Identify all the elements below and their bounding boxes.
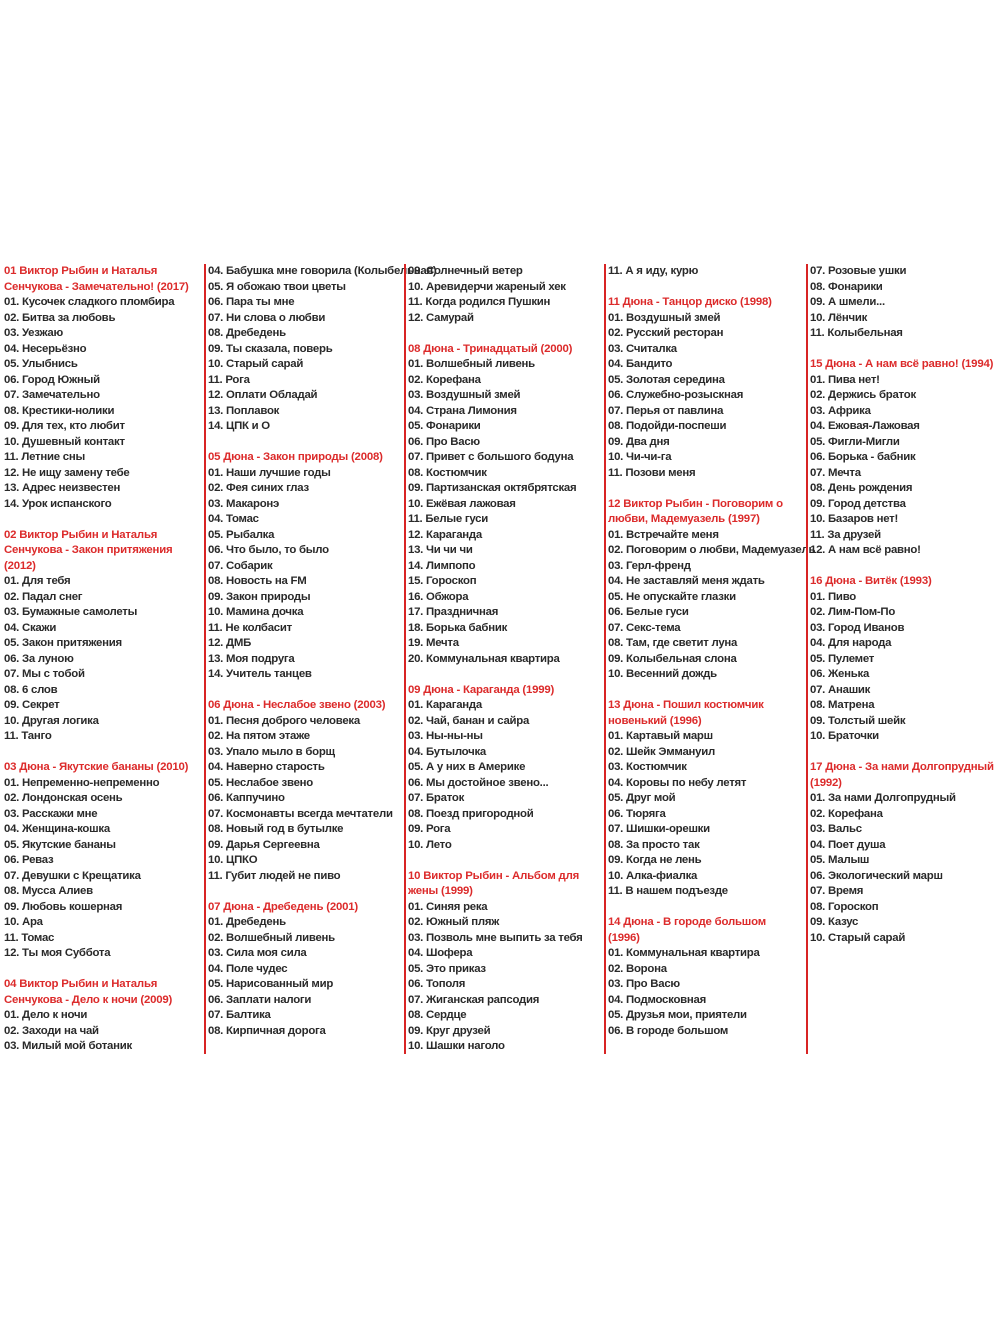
track-item: 01. Дребедень — [208, 916, 286, 928]
track-item: 01. Волшебный ливень — [408, 358, 535, 370]
track-item: 02. Держись браток — [810, 389, 916, 401]
track-item: 11. Рога — [208, 373, 250, 386]
track-item: 03. Расскажи мне — [4, 807, 98, 820]
track-item: 10. ЦПКО — [208, 854, 258, 866]
track-item: 10. Базаров нет! — [810, 513, 899, 525]
album-title: 13 Дюна - Пошил костюмчик новенький (1996) — [608, 699, 764, 727]
track-list — [4, 776, 196, 962]
track-item: 03. Воздушный змей — [408, 389, 521, 401]
track-item: 09. Казус — [810, 916, 859, 928]
album-title: 14 Дюна - В городе большом (1996) — [608, 916, 766, 944]
track-item: 09. Секрет — [4, 699, 60, 711]
album-block — [608, 698, 800, 900]
track-item: 05. А у них в Америке — [408, 761, 526, 773]
album-title: 06 Дюна - Неслабое звено (2003) — [208, 699, 386, 711]
track-item: 10. Старый сарай — [810, 931, 906, 944]
track-item: 07. Шишки-орешки — [608, 823, 710, 835]
track-item: 05. Якутские бананы — [4, 838, 116, 851]
track-item: 04. Бабушка мне говорила (Колыбельная) — [208, 265, 437, 277]
track-list — [4, 574, 196, 745]
track-item: 04. Бандито — [608, 358, 673, 370]
track-item: 08. За просто так — [608, 838, 700, 851]
track-item: 02. Поговорим о любви, Мадемуазель — [608, 544, 816, 556]
track-list — [408, 698, 600, 853]
album-block — [408, 683, 600, 854]
track-item: 03. Позволь мне выпить за тебя — [408, 931, 583, 944]
track-item: 01. Встречайте меня — [608, 528, 719, 541]
track-item: 06. Экологический марш — [810, 869, 943, 882]
track-item: 11. Позови меня — [608, 466, 696, 479]
track-item: 06. Женька — [810, 668, 870, 680]
track-item: 09. Солнечный ветер — [408, 265, 523, 277]
track-list — [608, 946, 800, 1039]
track-item: 03. Считалка — [608, 342, 677, 355]
track-item: 02. Корефана — [408, 373, 481, 386]
track-item: 07. Мечта — [810, 466, 861, 479]
track-item: 13. Чи чи чи — [408, 544, 473, 556]
track-item: 04. Подмосковная — [608, 993, 707, 1006]
track-item: 03. Упало мыло в борщ — [208, 745, 335, 758]
track-item: 05. Закон притяжения — [4, 637, 122, 649]
track-item: 08. Поезд пригородной — [408, 807, 534, 820]
track-item: 09. Колыбельная слона — [608, 652, 737, 665]
album-title: 10 Виктор Рыбин - Альбом для жены (1999) — [408, 869, 580, 897]
track-item: 08. Фонарики — [810, 280, 883, 293]
track-item: 02. Шейк Эммануил — [608, 745, 715, 758]
track-item: 11. Томас — [4, 931, 55, 944]
track-list — [408, 357, 600, 667]
track-item: 03. Сила моя сила — [208, 947, 307, 959]
track-item: 02. На пятом этаже — [208, 730, 310, 742]
track-item: 05. Друзья мои, приятели — [608, 1009, 747, 1021]
track-item: 09. Толстый шейк — [810, 714, 906, 727]
track-item: 04. Скажи — [4, 621, 57, 634]
album-block — [608, 295, 800, 481]
track-item: 02. Падал снег — [4, 590, 83, 603]
track-item: 07. Анашик — [810, 683, 871, 696]
track-item: 11. Белые гуси — [408, 513, 488, 525]
track-list — [208, 915, 400, 1039]
track-list — [608, 528, 816, 683]
album-block — [408, 342, 600, 668]
track-item: 12. Не ищу замену тебе — [4, 466, 130, 479]
track-item: 09. Рога — [408, 823, 451, 835]
track-list — [4, 295, 196, 512]
track-item: 12. Оплати Обладай — [208, 389, 318, 401]
album-title: 16 Дюна - Витёк (1993) — [810, 575, 932, 587]
album-block — [4, 977, 196, 1055]
track-item: 08. Мусса Алиев — [4, 885, 93, 897]
tracklist-column-5 — [806, 264, 1000, 1054]
track-item: 09. А шмели... — [810, 296, 885, 308]
track-item: 04. Несерьёзно — [4, 342, 87, 355]
track-item: 15. Гороскоп — [408, 575, 477, 587]
album-block — [608, 915, 800, 1039]
track-list — [208, 714, 400, 885]
track-item: 06. Заплати налоги — [208, 993, 312, 1006]
album-title: 08 Дюна - Тринадцатый (2000) — [408, 342, 573, 355]
album-block — [810, 264, 1000, 342]
track-item: 05. Фигли-Мигли — [810, 435, 900, 448]
album-block — [408, 869, 600, 1055]
track-list — [408, 264, 600, 326]
track-item: 13. Адрес неизвестен — [4, 482, 121, 494]
track-item: 05. Малыш — [810, 854, 870, 866]
track-item: 03. Костюмчик — [608, 761, 687, 773]
album-block — [4, 528, 196, 745]
track-item: 07. Привет с большого бодуна — [408, 451, 574, 463]
album-block — [208, 900, 400, 1040]
album-block — [4, 760, 196, 962]
track-item: 07. Секс-тема — [608, 621, 681, 634]
track-item: 08. День рождения — [810, 482, 913, 494]
track-list — [408, 900, 600, 1055]
track-item: 09. Круг друзей — [408, 1024, 491, 1037]
album-block — [810, 574, 1000, 745]
track-list — [608, 264, 800, 280]
track-item: 02. Лондонская осень — [4, 792, 123, 804]
track-item: 08. Новый год в бутылке — [208, 823, 344, 835]
track-item: 11. Когда родился Пушкин — [408, 296, 551, 308]
album-title: 15 Дюна - А нам всё равно! (1994) — [810, 358, 994, 370]
track-item: 01. Синяя река — [408, 900, 488, 913]
track-item: 03. Макаронэ — [208, 497, 280, 510]
track-list — [810, 590, 1000, 745]
track-item: 02. Битва за любовь — [4, 311, 116, 324]
track-item: 17. Праздничная — [408, 606, 499, 618]
track-item: 10. Другая логика — [4, 714, 99, 727]
album-title: 12 Виктор Рыбин - Поговорим о любви, Мадемуазель (1997) — [608, 497, 783, 525]
track-item: 08. Кирпичная дорога — [208, 1024, 326, 1037]
track-item: 09. Когда не лень — [608, 854, 702, 866]
track-item: 09. Дарья Сергеевна — [208, 838, 320, 851]
track-item: 10. Старый сарай — [208, 358, 304, 370]
track-item: 07. Мы с тобой — [4, 668, 85, 680]
track-item: 06. Борька - бабник — [810, 451, 916, 463]
track-item: 08. Дребедень — [208, 327, 286, 339]
track-item: 12. Караганда — [408, 528, 482, 541]
album-title: 04 Виктор Рыбин и Наталья Сенчукова - Дело к ночи (2009) — [4, 978, 173, 1006]
track-item: 07. Жиганская рапсодия — [408, 993, 540, 1006]
track-item: 14. ЦПК и О — [208, 420, 270, 432]
track-list — [208, 466, 400, 683]
album-block — [4, 264, 196, 512]
track-item: 08. Крестики-нолики — [4, 404, 115, 417]
track-item: 12. ДМБ — [208, 637, 252, 649]
track-list — [608, 729, 800, 900]
track-item: 05. Рыбалка — [208, 528, 275, 541]
track-list — [810, 791, 1000, 946]
track-item: 03. Ны-ны-ны — [408, 730, 483, 742]
track-item: 10. Чи-чи-га — [608, 451, 672, 463]
track-item: 10. Браточки — [810, 730, 879, 742]
track-item: 20. Коммунальная квартира — [408, 652, 560, 665]
tracklist-column-4 — [604, 264, 816, 1054]
track-item: 06. Пара ты мне — [208, 296, 295, 308]
track-item: 01. Воздушный змей — [608, 311, 721, 324]
track-item: 06. За луною — [4, 652, 74, 665]
track-item: 13. Поплавок — [208, 404, 280, 417]
album-title: 05 Дюна - Закон природы (2008) — [208, 451, 383, 463]
track-item: 11. Колыбельная — [810, 327, 903, 339]
track-item: 01. Пива нет! — [810, 373, 880, 386]
track-item: 09. Партизанская октябрятская — [408, 482, 577, 494]
tracklist-column-1 — [4, 264, 196, 1070]
track-item: 07. Космонавты всегда мечтатели — [208, 807, 393, 820]
album-block — [208, 698, 400, 884]
track-item: 10. Мамина дочка — [208, 606, 304, 618]
track-item: 02. Лим-Пом-По — [810, 606, 896, 618]
track-item: 13. Моя подруга — [208, 652, 295, 665]
track-list — [810, 373, 1000, 559]
track-item: 10. Аревидерчи жареный хек — [408, 280, 566, 293]
track-item: 01. Кусочек сладкого пломбира — [4, 296, 175, 308]
track-item: 03. Про Васю — [608, 978, 680, 990]
track-item: 04. Не заставляй меня ждать — [608, 575, 765, 587]
album-title: 02 Виктор Рыбин и Наталья Сенчукова - Закон притяжения (2012) — [4, 528, 173, 572]
track-item: 04. Поле чудес — [208, 962, 288, 975]
album-block — [810, 760, 1000, 946]
track-item: 04. Шофера — [408, 947, 473, 959]
track-item: 04. Коровы по небу летят — [608, 776, 747, 789]
track-item: 10. Ара — [4, 916, 43, 928]
track-item: 01. Непременно-непременно — [4, 776, 160, 789]
track-item: 05. Нарисованный мир — [208, 978, 334, 990]
track-item: 11. За друзей — [810, 528, 881, 541]
track-item: 06. Мы достойное звено... — [408, 776, 549, 789]
track-item: 07. Браток — [408, 792, 465, 804]
track-item: 14. Урок испанского — [4, 497, 112, 510]
track-item: 05. Не опускайте глазки — [608, 590, 736, 603]
track-item: 10. Лето — [408, 838, 452, 851]
track-item: 01. Караганда — [408, 699, 482, 711]
album-block — [408, 264, 600, 326]
track-item: 03. Бумажные самолеты — [4, 606, 138, 618]
track-item: 06. Город Южный — [4, 373, 100, 386]
track-item: 06. Тополя — [408, 978, 466, 990]
album-title: 01 Виктор Рыбин и Наталья Сенчукова - Замечательно! (2017) — [4, 265, 189, 293]
track-item: 11. Летние сны — [4, 451, 85, 463]
track-item: 07. Перья от павлина — [608, 404, 724, 417]
track-item: 10. Алка-фиалка — [608, 869, 698, 882]
track-item: 01. Для тебя — [4, 575, 71, 587]
track-item: 02. Русский ресторан — [608, 327, 724, 339]
track-item: 05. Друг мой — [608, 792, 676, 804]
track-item: 18. Борька бабник — [408, 621, 508, 634]
track-item: 08. Костюмчик — [408, 466, 487, 479]
album-block — [608, 264, 800, 280]
track-item: 07. Ни слова о любви — [208, 311, 326, 324]
track-item: 10. Шашки наголо — [408, 1040, 505, 1052]
track-item: 04. Бутылочка — [408, 745, 486, 758]
track-item: 12. А нам всё равно! — [810, 544, 921, 556]
track-item: 03. Город Иванов — [810, 621, 905, 634]
track-item: 06. Служебно-розыскная — [608, 389, 744, 401]
track-list — [810, 264, 1000, 342]
track-item: 06. В городе большом — [608, 1024, 729, 1037]
track-item: 08. Там, где светит луна — [608, 637, 738, 649]
track-item: 01. За нами Долгопрудный — [810, 792, 956, 804]
track-item: 11. А я иду, курю — [608, 265, 699, 277]
track-item: 14. Лимпопо — [408, 559, 476, 572]
track-item: 19. Мечта — [408, 637, 459, 649]
track-item: 14. Учитель танцев — [208, 668, 312, 680]
track-item: 02. Южный пляж — [408, 916, 500, 928]
track-item: 02. Корефана — [810, 807, 883, 820]
track-item: 04. Женщина-кошка — [4, 823, 110, 835]
track-item: 02. Волшебный ливень — [208, 931, 335, 944]
track-item: 09. Город детства — [810, 497, 906, 510]
album-title: 11 Дюна - Танцор диско (1998) — [608, 296, 772, 308]
album-title: 17 Дюна - За нами Долгопрудный (1992) — [810, 761, 994, 789]
track-item: 04. Томас — [208, 513, 259, 525]
track-item: 01. Коммунальная квартира — [608, 947, 760, 959]
track-item: 08. Подойди-поспеши — [608, 420, 727, 432]
album-title: 07 Дюна - Дребедень (2001) — [208, 900, 358, 913]
tracklist-column-3 — [404, 264, 600, 1054]
track-item: 01. Наши лучшие годы — [208, 466, 331, 479]
track-item: 03. Африка — [810, 404, 871, 417]
track-list — [608, 311, 800, 482]
track-item: 02. Чай, банан и сайра — [408, 714, 530, 727]
track-item: 09. Ты сказала, поверь — [208, 342, 333, 355]
track-item: 11. Губит людей не пиво — [208, 869, 341, 882]
album-block — [208, 264, 437, 435]
track-item: 10. Ежёвая лажовая — [408, 497, 516, 510]
track-item: 12. Ты моя Суббота — [4, 947, 111, 959]
track-item: 04. Для народа — [810, 637, 892, 649]
track-item: 05. Золотая середина — [608, 373, 725, 386]
track-item: 08. Новость на FM — [208, 575, 307, 587]
track-item: 03. Герл-френд — [608, 559, 691, 572]
track-item: 07. Розовые ушки — [810, 265, 907, 277]
album-title: 09 Дюна - Караганда (1999) — [408, 683, 555, 696]
album-block — [608, 497, 816, 683]
album-title: 03 Дюна - Якутские бананы (2010) — [4, 761, 189, 773]
track-item: 09. Для тех, кто любит — [4, 420, 125, 432]
track-item: 07. Замечательно — [4, 389, 100, 401]
track-item: 05. Я обожаю твои цветы — [208, 280, 346, 293]
track-item: 08. Гороскоп — [810, 900, 879, 913]
track-item: 08. Матрена — [810, 699, 875, 711]
track-item: 12. Самурай — [408, 311, 474, 324]
track-item: 06. Реваз — [4, 854, 54, 866]
track-item: 05. Неслабое звено — [208, 776, 313, 789]
track-item: 01. Пиво — [810, 590, 856, 603]
track-item: 11. Танго — [4, 730, 52, 742]
track-item: 09. Два дня — [608, 435, 670, 448]
track-item: 07. Балтика — [208, 1009, 271, 1021]
track-item: 01. Картавый марш — [608, 730, 713, 742]
track-item: 10. Душевный контакт — [4, 435, 125, 448]
track-item: 16. Обжора — [408, 590, 469, 603]
track-item: 03. Уезжаю — [4, 327, 63, 339]
track-item: 01. Дело к ночи — [4, 1009, 88, 1021]
track-item: 06. Что было, то было — [208, 544, 329, 556]
track-item: 04. Страна Лимония — [408, 404, 517, 417]
track-item: 09. Любовь кошерная — [4, 900, 123, 913]
track-item: 05. Пулемет — [810, 652, 875, 665]
track-item: 08. 6 слов — [4, 683, 58, 696]
track-item: 04. Наверно старость — [208, 761, 325, 773]
track-item: 08. Сердце — [408, 1009, 467, 1021]
track-item: 11. Не колбасит — [208, 621, 292, 634]
track-item: 06. Про Васю — [408, 435, 480, 448]
track-item: 07. Собарик — [208, 559, 273, 572]
track-item: 07. Время — [810, 885, 864, 897]
track-item: 10. Весенний дождь — [608, 668, 717, 680]
track-item: 09. Закон природы — [208, 590, 311, 603]
track-item: 05. Улыбнись — [4, 358, 78, 370]
track-item: 02. Ворона — [608, 962, 667, 975]
track-item: 07. Девушки с Крещатика — [4, 869, 141, 882]
track-list — [4, 1008, 196, 1055]
track-item: 06. Каппучино — [208, 792, 285, 804]
track-item: 01. Песня доброго человека — [208, 714, 360, 727]
track-item: 05. Это приказ — [408, 962, 486, 975]
track-item: 06. Тюряга — [608, 807, 666, 820]
track-item: 04. Ежовая-Лажовая — [810, 420, 920, 432]
track-item: 04. Поет душа — [810, 838, 886, 851]
track-item: 02. Заходи на чай — [4, 1024, 99, 1037]
track-item: 11. В нашем подъезде — [608, 885, 728, 897]
track-item: 05. Фонарики — [408, 420, 481, 432]
album-block — [208, 450, 400, 683]
album-block — [810, 357, 1000, 559]
track-item: 03. Вальс — [810, 823, 862, 835]
track-item: 06. Белые гуси — [608, 606, 689, 618]
track-item: 03. Милый мой ботаник — [4, 1040, 132, 1052]
track-list — [208, 264, 437, 435]
track-item: 10. Лёнчик — [810, 311, 868, 324]
track-item: 02. Фея синих глаз — [208, 482, 309, 494]
